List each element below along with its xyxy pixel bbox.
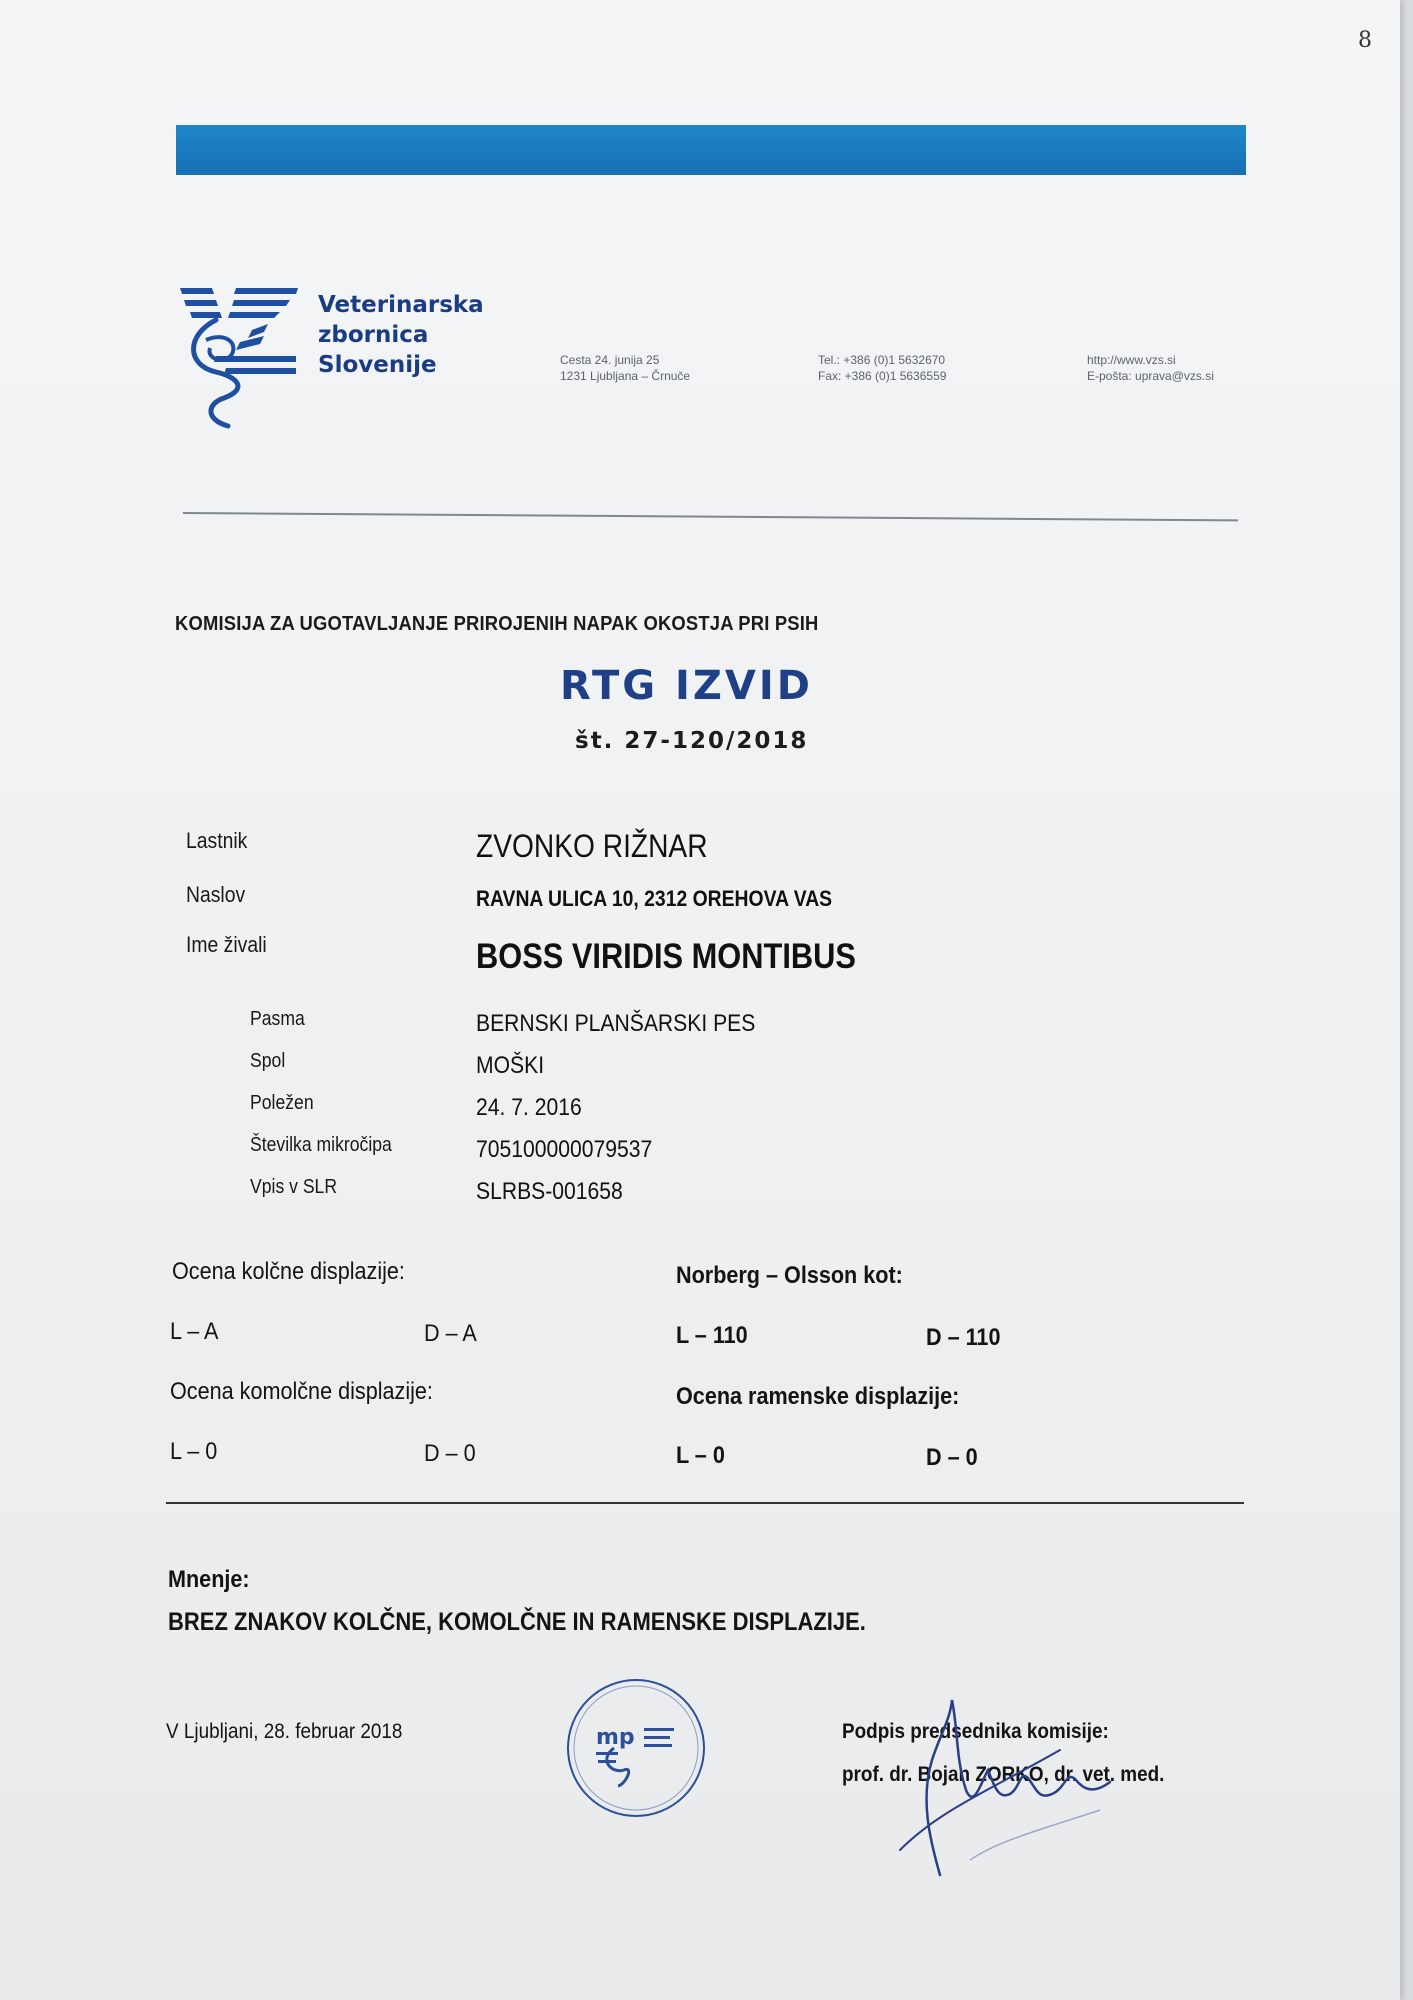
animal-name-label: Ime živali (186, 932, 267, 957)
birth-date-value: 24. 7. 2016 (476, 1094, 582, 1121)
vzs-logo-icon (176, 280, 306, 430)
sex-value: MOŠKI (476, 1052, 545, 1079)
stamp-text: mp (596, 1725, 635, 1750)
fax-line: Fax: +386 (0)1 5636559 (818, 369, 947, 383)
handwritten-signature-icon (870, 1690, 1130, 1880)
address-line: 1231 Ljubljana – Črnuče (560, 369, 691, 383)
address-line: Cesta 24. junija 25 (560, 353, 660, 367)
opinion-label: Mnenje: (168, 1566, 250, 1593)
header-divider (183, 512, 1238, 521)
opinion-text: BREZ ZNAKOV KOLČNE, KOMOLČNE IN RAMENSKE DISPLAZIJE. (168, 1608, 866, 1636)
hip-right-grade: D – A (424, 1320, 477, 1347)
breed-value: BERNSKI PLANŠARSKI PES (476, 1010, 756, 1037)
organization-name (318, 290, 484, 380)
registry-value: SLRBS-001658 (476, 1178, 623, 1205)
registry-label: Vpis v SLR (250, 1176, 338, 1198)
shoulder-right-grade: D – 0 (926, 1444, 978, 1471)
norberg-left-angle: L – 110 (676, 1322, 748, 1349)
hip-left-grade: L – A (170, 1318, 219, 1345)
animal-name-value: BOSS VIRIDIS MONTIBUS (476, 937, 856, 976)
owner-value: ZVONKO RIŽNAR (476, 828, 708, 864)
organization-web (1087, 352, 1214, 384)
organization-address (560, 352, 690, 384)
page-number-mark: 8 (1358, 28, 1372, 53)
grades-divider (166, 1502, 1244, 1504)
header-color-bar (176, 125, 1246, 175)
place-and-date: V Ljubljani, 28. februar 2018 (166, 1720, 403, 1743)
owner-label: Lastnik (186, 828, 248, 853)
official-stamp-icon (562, 1674, 710, 1822)
elbow-right-grade: D – 0 (424, 1440, 476, 1467)
signatory-name: prof. dr. Bojan ZORKO, dr. vet. med. (842, 1763, 1165, 1786)
signature-title: Podpis predsednika komisije: (842, 1720, 1109, 1743)
breed-label: Pasma (250, 1008, 305, 1030)
norberg-olsson-label: Norberg – Olsson kot: (676, 1262, 903, 1289)
organization-name-line: Veterinarska (318, 292, 484, 318)
norberg-right-angle: D – 110 (926, 1324, 1001, 1351)
shoulder-dysplasia-label: Ocena ramenske displazije: (676, 1383, 960, 1410)
sex-label: Spol (250, 1050, 286, 1072)
organization-name-line: zbornica (318, 322, 429, 348)
organization-name-line: Slovenije (318, 352, 437, 378)
elbow-dysplasia-label: Ocena komolčne displazije: (170, 1378, 433, 1405)
birth-date-label: Poležen (250, 1092, 314, 1114)
email-line: E-pošta: uprava@vzs.si (1087, 369, 1214, 383)
report-title: RTG IZVID (560, 663, 813, 709)
phone-line: Tel.: +386 (0)1 5632670 (818, 353, 946, 367)
report-number: št. 27-120/2018 (575, 728, 809, 754)
committee-heading: KOMISIJA ZA UGOTAVLJANJE PRIROJENIH NAPAK OKOSTJA PRI PSIH (175, 613, 819, 635)
shoulder-left-grade: L – 0 (676, 1442, 725, 1469)
organization-phone (818, 352, 946, 384)
address-label: Naslov (186, 882, 246, 907)
address-value: RAVNA ULICA 10, 2312 OREHOVA VAS (476, 886, 833, 911)
website-line: http://www.vzs.si (1087, 353, 1176, 367)
microchip-label: Številka mikročipa (250, 1134, 392, 1156)
elbow-left-grade: L – 0 (170, 1438, 218, 1465)
microchip-value: 705100000079537 (476, 1136, 653, 1163)
hip-dysplasia-label: Ocena kolčne displazije: (172, 1258, 405, 1285)
